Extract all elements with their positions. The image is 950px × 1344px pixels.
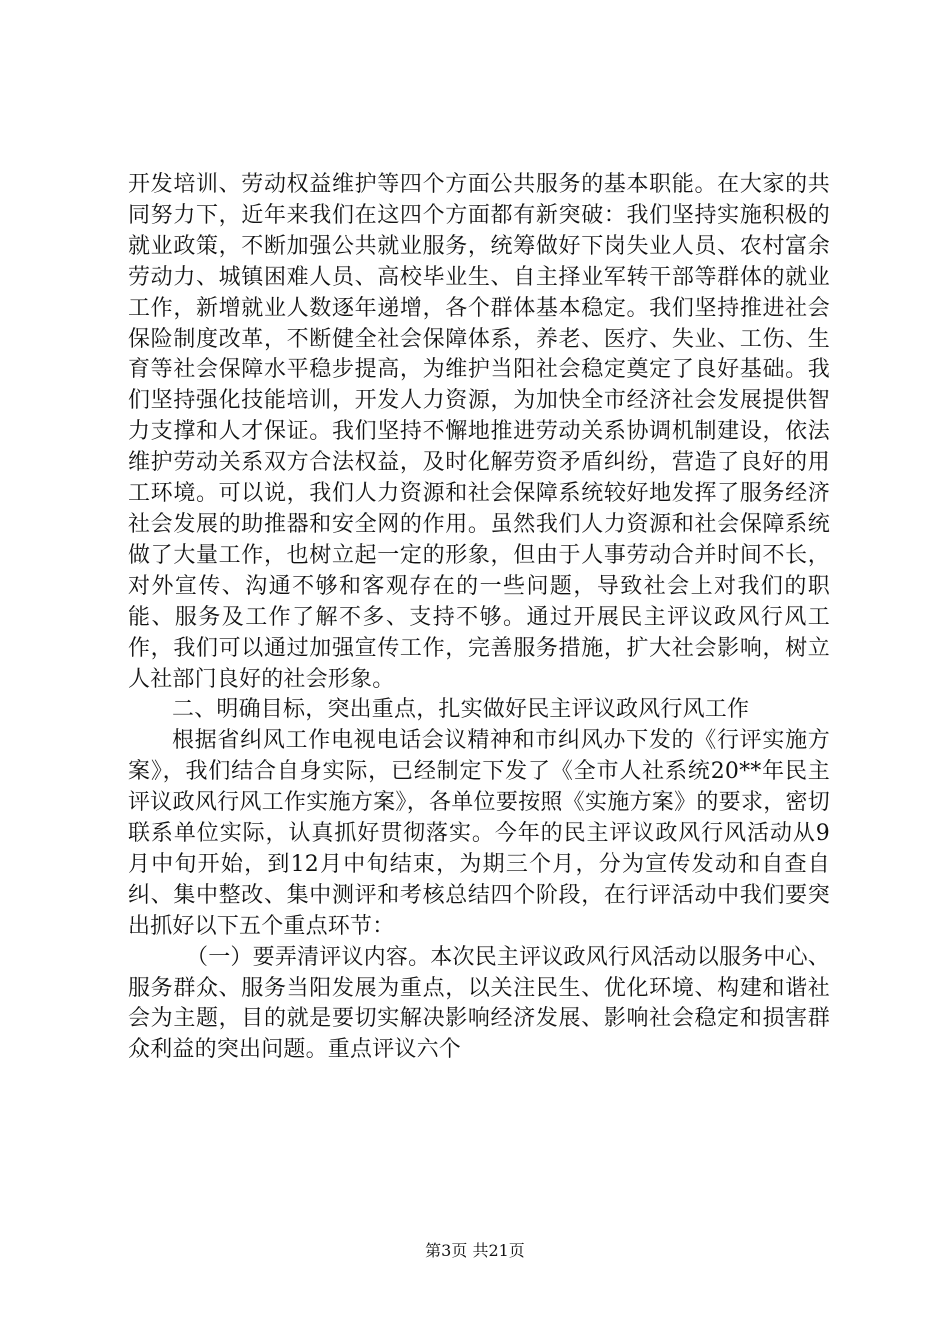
document-body (128, 170, 830, 1066)
paragraph-intro-continued: 开发培训、劳动权益维护等四个方面公共服务的基本职能。在大家的共同努力下，近年来我们在这四个方面都有新突破：我们坚持实施积极的就业政策，不断加强公共就业服务，统筹做好下岗失业人员、农村富余劳动力、城镇困难人员、高校毕业生、自主择业军转干部等群体的就业工作，新增就业人数逐年递增，各个群体基本稳定。我们坚持推进社会保险制度改革，不断健全社会保障体系，养老、医疗、失业、工伤、生育等社会保障水平稳步提高，为维护当阳社会稳定奠定了良好基础。我们坚持强化技能培训，开发人力资源，为加快全市经济社会发展提供智力支撑和人才保证。我们坚持不懈地推进劳动关系协调机制建设，依法维护劳动关系双方合法权益，及时化解劳资矛盾纠纷，营造了良好的用工环境。可以说，我们人力资源和社会保障系统较好地发挥了服务经济社会发展的助推器和安全网的作用。虽然我们人力资源和社会保障系统做了大量工作，也树立起一定的形象，但由于人事劳动合并时间不长，对外宣传、沟通不够和客观存在的一些问题，导致社会上对我们的职能、服务及工作了解不多、支持不够。通过开展民主评议政风行风工作，我们可以通过加强宣传工作，完善服务措施，扩大社会影响，树立人社部门良好的社会形象。 (128, 172, 830, 692)
page-number-footer: 第3页 共21页 (425, 1241, 525, 1260)
section-heading-two: 二、明确目标，突出重点，扎实做好民主评议政风行风工作 (172, 697, 750, 723)
paragraph-implementation-plan: 根据省纠风工作电视电话会议精神和市纠风办下发的《行评实施方案》，我们结合自身实际，已经制定下发了《全市人社系统20**年民主评议政风行风工作实施方案》，各单位要按照《实施方案》的要求，密切联系单位实际，认真抓好贯彻落实。今年的民主评议政风行风活动从9月中旬开始，到12月中旬结束，为期三个月，分为宣传发动和自查自纠、集中整改、集中测评和考核总结四个阶段，在行评活动中我们要突出抓好以下五个重点环节： (128, 728, 830, 939)
paragraph-evaluation-content: （一）要弄清评议内容。本次民主评议政风行风活动以服务中心、服务群众、服务当阳发展为重点，以关注民生、优化环境、构建和谐社会为主题，目的就是要切实解决影响经济发展、影响社会稳定和损害群众利益的突出问题。重点评议六个 (128, 944, 830, 1063)
